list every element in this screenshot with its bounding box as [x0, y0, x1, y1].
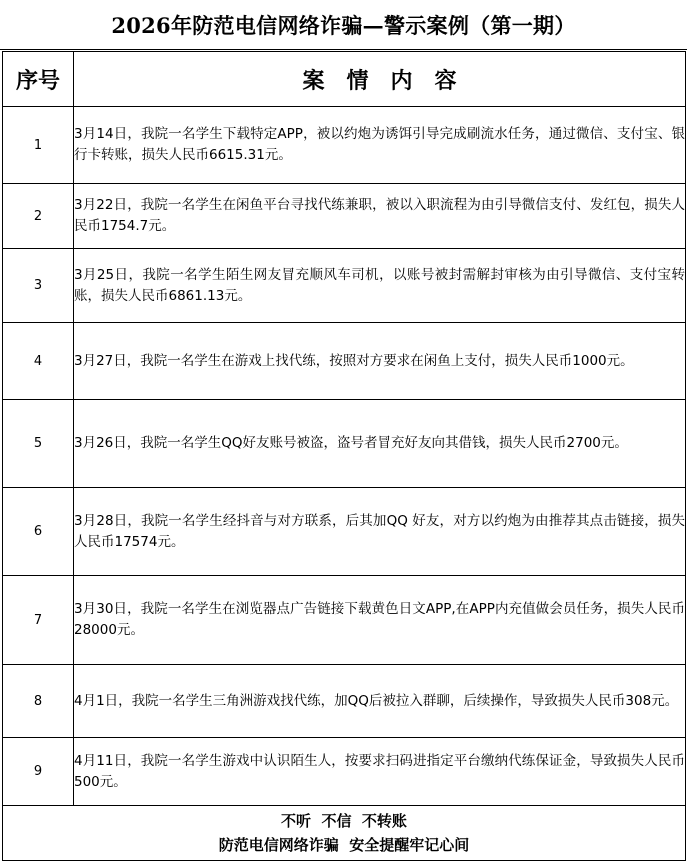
- case-number: 4: [3, 323, 74, 400]
- table-row: [3, 184, 686, 249]
- case-description: 3月26日，我院一名学生QQ好友账号被盗，盗号者冒充好友向其借钱，损失人民币2700元。: [74, 400, 686, 488]
- header-content-label: 案情内容: [302, 67, 479, 94]
- table-row: [3, 488, 686, 576]
- footer-line-1: 不听 不信 不转账: [281, 812, 407, 830]
- table-row: [3, 665, 686, 738]
- page-title: 2026年防范电信网络诈骗—警示案例（第一期）: [0, 0, 687, 50]
- case-number: 7: [3, 576, 74, 665]
- case-number: 9: [3, 738, 74, 806]
- case-description: 3月28日，我院一名学生经抖音与对方联系，后其加QQ 好友，对方以约炮为由推荐其点击链接，损失人民币17574元。: [74, 488, 686, 576]
- footer-slogan: [3, 806, 686, 861]
- table-row: [3, 576, 686, 665]
- table-row: [3, 107, 686, 184]
- case-description: 4月1日，我院一名学生三角洲游戏找代练，加QQ后被拉入群聊，后续操作，导致损失人民币308元。: [74, 665, 686, 738]
- table-header-row: [3, 52, 686, 107]
- footer-row: [3, 806, 686, 861]
- header-number: 序号: [3, 52, 74, 107]
- header-content: [74, 52, 686, 107]
- case-description: 4月11日，我院一名学生游戏中认识陌生人，按要求扫码进指定平台缴纳代练保证金，导致损失人民币500元。: [74, 738, 686, 806]
- table-row: [3, 400, 686, 488]
- footer-line-2: 防范电信网络诈骗 安全提醒牢记心间: [218, 836, 470, 854]
- case-number: 2: [3, 184, 74, 249]
- case-number: 3: [3, 249, 74, 323]
- case-description: 3月25日，我院一名学生陌生网友冒充顺风车司机，以账号被封需解封审核为由引导微信、支付宝转账，损失人民币6861.13元。: [74, 249, 686, 323]
- case-number: 8: [3, 665, 74, 738]
- case-description: 3月30日，我院一名学生在浏览器点广告链接下载黄色日文APP,在APP内充值做会员任务，损失人民币28000元。: [74, 576, 686, 665]
- table-row: [3, 323, 686, 400]
- case-table: [2, 51, 686, 861]
- table-row: [3, 738, 686, 806]
- table-row: [3, 249, 686, 323]
- case-description: 3月27日，我院一名学生在游戏上找代练，按照对方要求在闲鱼上支付，损失人民币1000元。: [74, 323, 686, 400]
- case-description: 3月22日，我院一名学生在闲鱼平台寻找代练兼职，被以入职流程为由引导微信支付、发红包，损失人民币1754.7元。: [74, 184, 686, 249]
- case-description: 3月14日，我院一名学生下载特定APP，被以约炮为诱饵引导完成刷流水任务，通过微信、支付宝、银行卡转账，损失人民币6615.31元。: [74, 107, 686, 184]
- case-number: 1: [3, 107, 74, 184]
- case-number: 6: [3, 488, 74, 576]
- case-number: 5: [3, 400, 74, 488]
